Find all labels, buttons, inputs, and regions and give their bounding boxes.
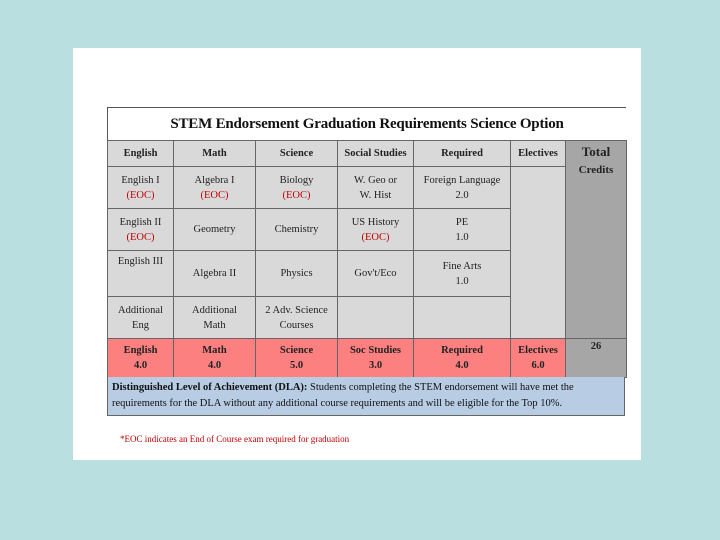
cell-social-studies xyxy=(338,297,414,339)
cell-science: Biology (EOC) xyxy=(256,167,338,209)
summary-row xyxy=(108,339,627,378)
header-row xyxy=(108,141,627,167)
cell-required xyxy=(414,297,511,339)
cell-math: Additional Math xyxy=(174,297,256,339)
cell-math: Algebra I (EOC) xyxy=(174,167,256,209)
cell-math: Algebra II xyxy=(174,251,256,297)
summary-electives: Electives 6.0 xyxy=(511,339,566,378)
eoc-marker: (EOC) xyxy=(126,231,155,243)
eoc-marker: (EOC) xyxy=(282,189,311,201)
cell-english: English III xyxy=(108,251,174,297)
total-credits-value: 26 xyxy=(566,339,627,378)
table-title: STEM Endorsement Graduation Requirements Science Option xyxy=(107,107,626,141)
eoc-marker: (EOC) xyxy=(361,231,390,243)
eoc-marker: (EOC) xyxy=(200,189,229,201)
cell-required: PE 1.0 xyxy=(414,209,511,251)
cell-science: Physics xyxy=(256,251,338,297)
credits-label: Credits xyxy=(578,164,614,176)
header-science: Science xyxy=(256,141,338,167)
summary-english: English 4.0 xyxy=(108,339,174,378)
cell-science: 2 Adv. Science Courses xyxy=(256,297,338,339)
dla-text-2: requirements for the DLA without any additional course requirements and will be eligible for the Top 10%. xyxy=(112,398,563,409)
dla-note xyxy=(107,377,625,416)
cell-social-studies: Gov't/Eco xyxy=(338,251,414,297)
cell-social-studies: W. Geo or W. Hist xyxy=(338,167,414,209)
summary-required: Required 4.0 xyxy=(414,339,511,378)
cell-math: Geometry xyxy=(174,209,256,251)
eoc-marker: (EOC) xyxy=(126,189,155,201)
header-english: English xyxy=(108,141,174,167)
dla-label: Distinguished Level of Achievement (DLA): xyxy=(112,382,308,393)
requirements-table xyxy=(107,140,627,378)
eoc-footnote: *EOC indicates an End of Course exam required for graduation xyxy=(120,434,350,444)
cell-english: English II (EOC) xyxy=(108,209,174,251)
dla-text-1: Students completing the STEM endorsement will have met the xyxy=(307,382,574,393)
table-row xyxy=(108,167,627,209)
header-social-studies: Social Studies xyxy=(338,141,414,167)
cell-required: Foreign Language 2.0 xyxy=(414,167,511,209)
summary-social-studies: Soc Studies 3.0 xyxy=(338,339,414,378)
summary-science: Science 5.0 xyxy=(256,339,338,378)
header-math: Math xyxy=(174,141,256,167)
header-required: Required xyxy=(414,141,511,167)
summary-math: Math 4.0 xyxy=(174,339,256,378)
cell-science: Chemistry xyxy=(256,209,338,251)
cell-english: Additional Eng xyxy=(108,297,174,339)
cell-required: Fine Arts 1.0 xyxy=(414,251,511,297)
cell-english: English I (EOC) xyxy=(108,167,174,209)
header-electives: Electives xyxy=(511,141,566,167)
total-credits-header xyxy=(566,141,627,339)
total-label: Total xyxy=(581,144,611,159)
cell-social-studies: US History (EOC) xyxy=(338,209,414,251)
cell-electives-blank xyxy=(511,167,566,339)
